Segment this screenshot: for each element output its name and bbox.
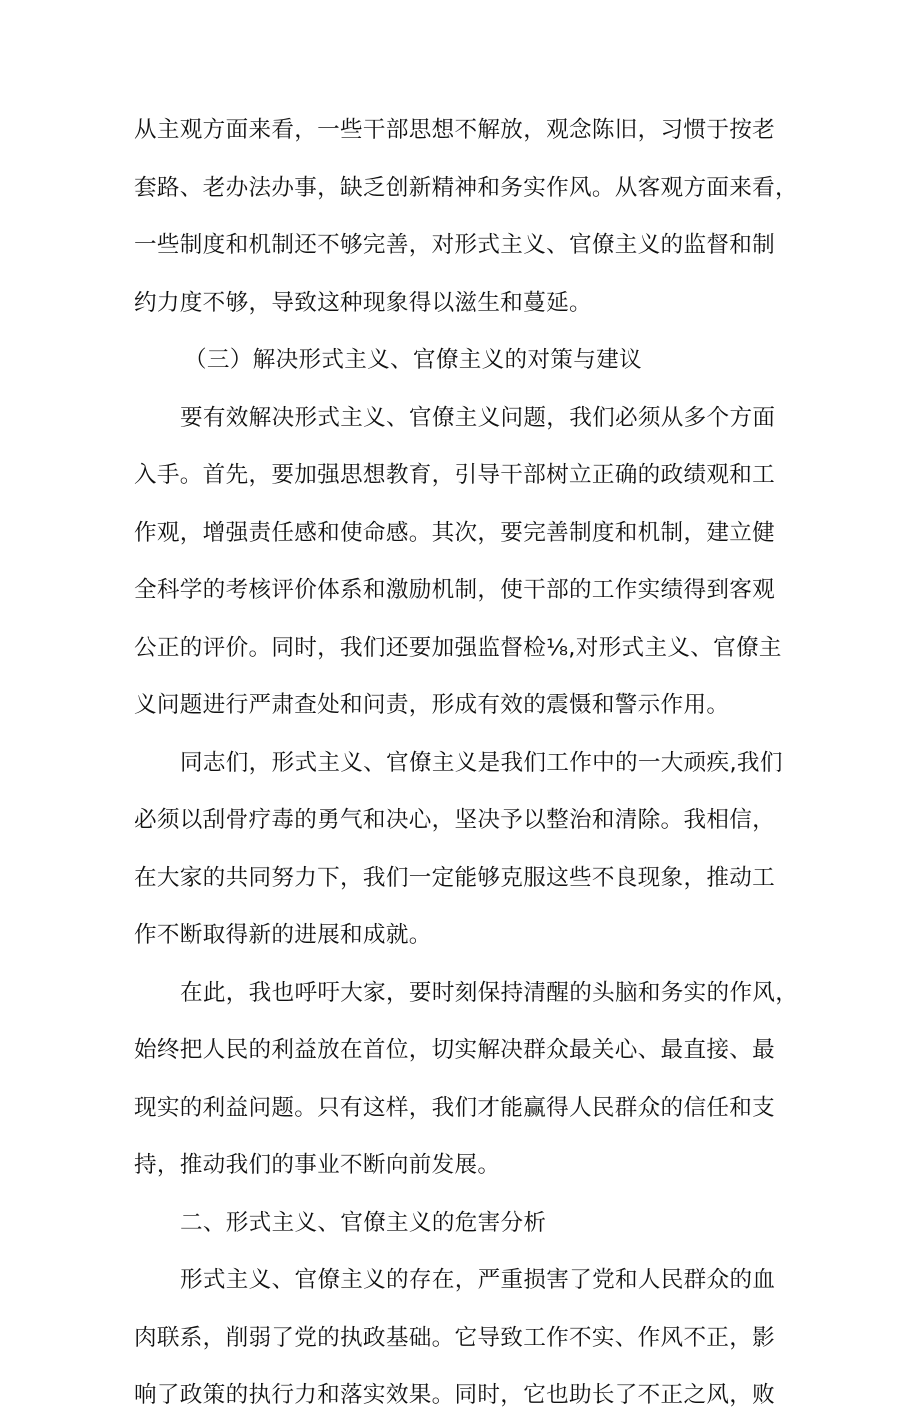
text-line: 作观，增强责任感和使命感。其次，要完善制度和机制，建立健 xyxy=(134,519,776,546)
section-heading xyxy=(134,332,810,390)
paragraph xyxy=(134,102,810,332)
text-line: 作不断取得新的进展和成就。 xyxy=(134,922,432,948)
text-line: 现实的利益问题。只有这样，我们才能赢得人民群众的信任和支 xyxy=(134,1094,776,1121)
text-line: 一些制度和机制还不够完善，对形式主义、官僚主义的监督和制 xyxy=(134,232,776,258)
text-line: 要有效解决形式主义、官僚主义问题，我们必须从多个方面 xyxy=(180,404,776,431)
paragraph xyxy=(134,965,810,1195)
text-line: 套路、老办法办事，缺乏创新精神和务实作风。从客观方面来看， xyxy=(134,174,798,201)
text-line: 在此，我也呼吁大家，要时刻保持清醒的头脑和务实的作风， xyxy=(180,979,799,1006)
paragraph xyxy=(134,1252,810,1425)
text-line: 全科学的考核评价体系和激励机制，使干部的工作实绩得到客观 xyxy=(134,577,776,603)
text-line: 响了政策的执行力和落实效果。同时，它也助长了不正之风，败 xyxy=(134,1382,776,1408)
paragraph xyxy=(134,390,810,735)
document-page xyxy=(134,102,810,1425)
text-line: 约力度不够，导致这种现象得以滋生和蔓延。 xyxy=(134,289,592,316)
text-line: 肉联系，削弱了党的执政基础。它导致工作不实、作风不正，影 xyxy=(134,1324,776,1351)
text-line: 必须以刮骨疗毒的勇气和决心，坚决予以整治和清除。我相信， xyxy=(134,807,776,833)
text-line: 在大家的共同努力下，我们一定能够克服这些不良现象，推动工 xyxy=(134,864,776,891)
section-heading xyxy=(134,1195,810,1253)
text-line: 公正的评价。同时，我们还要加强监督检⅛,对形式主义、官僚主 xyxy=(134,634,782,661)
text-line: 入手。首先，要加强思想教育，引导干部树立正确的政绩观和工 xyxy=(134,462,776,488)
heading-text: （三）解决形式主义、官僚主义的对策与建议 xyxy=(184,347,642,373)
heading-text: 二、形式主义、官僚主义的危害分析 xyxy=(180,1209,547,1236)
text-line: 同志们，形式主义、官僚主义是我们工作中的一大顽疾,我们 xyxy=(180,749,783,776)
text-line: 义问题进行严肃查处和问责，形成有效的震慑和警示作用。 xyxy=(134,692,730,718)
text-line: 形式主义、官僚主义的存在，严重损害了党和人民群众的血 xyxy=(180,1267,776,1293)
paragraph xyxy=(134,735,810,965)
text-line: 始终把人民的利益放在首位，切实解决群众最关心、最直接、最 xyxy=(134,1037,776,1063)
text-line: 从主观方面来看，一些干部思想不解放，观念陈旧，习惯于按老 xyxy=(134,117,776,143)
text-line: 持，推动我们的事业不断向前发展。 xyxy=(134,1152,501,1178)
